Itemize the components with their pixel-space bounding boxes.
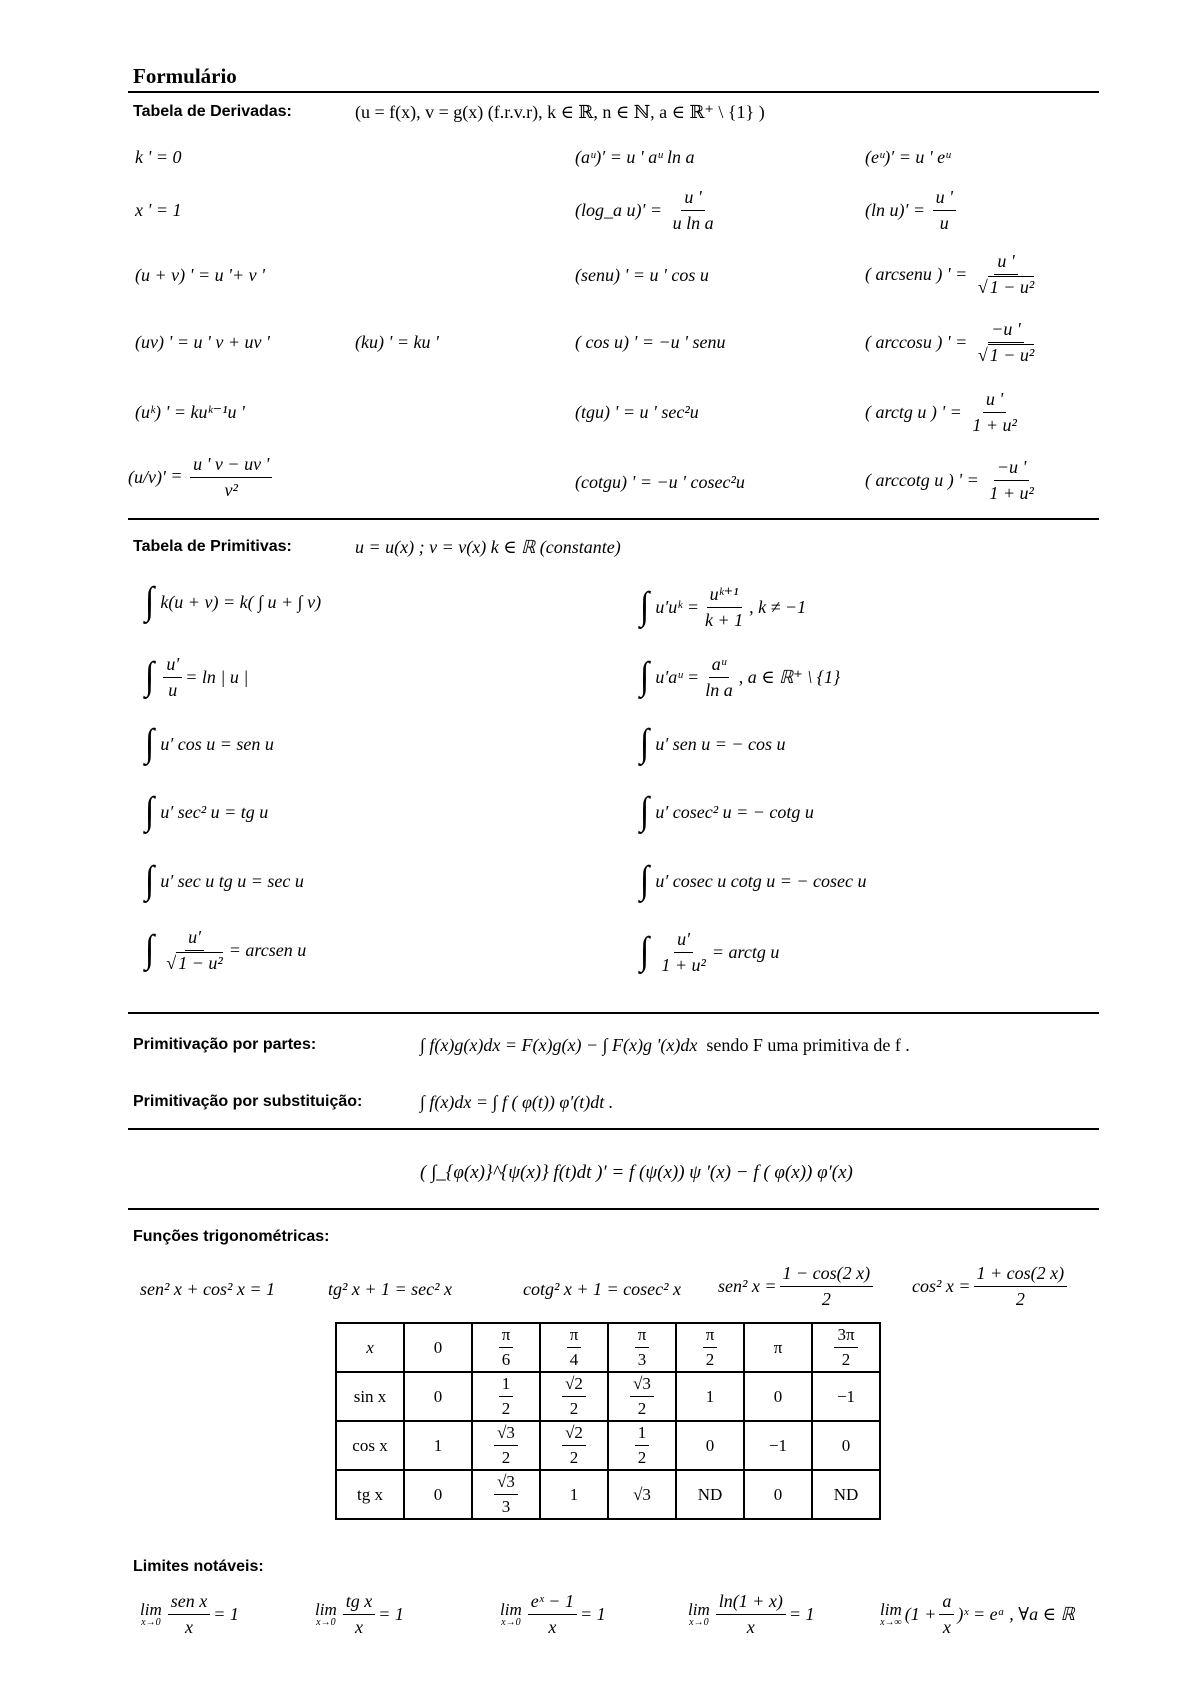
table-cell: 0 [404,1470,472,1519]
table-cell: −1 [744,1421,812,1470]
prim-left-3: ∫ u′ sec² u = tg u [145,790,269,833]
deriv-col1-1: x ' = 1 [135,200,182,220]
derivadas-label: Tabela de Derivadas: [133,103,292,120]
deriv-col3-4: ( arctg u ) ' = $\frac{u '}{\text{1 + u²}}$ [865,389,1017,435]
primitivas-header: u = u(x) ; v = v(x) k ∈ ℝ (constante) [355,537,621,557]
prim-right-3: ∫ u′ cosec² u = − cotg u [640,790,814,833]
table-cell [472,1323,540,1372]
primitivas-label: Tabela de Primitivas: [133,538,292,555]
table-cell [608,1372,676,1421]
limit-3: lim x→0 $\frac{\ln(1 + x)}{x}$ = 1 [688,1591,815,1637]
partes-label: Primitivação por partes: [133,1036,317,1053]
fraction [834,1326,857,1369]
deriv-col2-0: (aᵘ)′ = u ' aᵘ ln a [575,147,695,167]
table-cell [472,1421,540,1470]
denominator: 3 [501,1497,511,1516]
prim-right-4: ∫ u′ cosec u cotg u = − cosec u [640,859,867,902]
leibniz-formula: ( ∫_{φ(x)}^{ψ(x)} f(t)dt )′ = f (ψ(x)) ψ '(x) − f ( φ(x)) φ′(x) [420,1162,853,1183]
limit-2: lim x→0 $\frac{\text{eˣ − 1}}{x}$ = 1 [500,1591,606,1637]
prim-left-1: ∫ $\frac{u'}{u}$ = ln | u | [145,654,249,700]
denominator: 2 [569,1399,579,1418]
numerator: 3π [834,1326,857,1348]
numerator: 1 [635,1424,650,1446]
fraction [499,1375,514,1418]
trig-id-1: tg² x + 1 = sec² x [328,1279,453,1299]
denominator: 2 [637,1399,647,1418]
deriv-col3-0: (eᵘ)′ = u ' eᵘ [865,147,951,167]
table-cell: 0 [744,1372,812,1421]
prim-left-4: ∫ u′ sec u tg u = sec u [145,859,304,902]
substituicao-formula: ∫ f(x)dx = ∫ f ( φ(t)) φ′(t)dt . [420,1092,614,1112]
trig-id-0: sen² x + cos² x = 1 [140,1279,276,1299]
table-cell: 0 [404,1323,472,1372]
numerator: π [635,1326,650,1348]
fraction [635,1326,650,1369]
fraction [494,1424,518,1467]
deriv-ku: (ku) ' = ku ' [355,332,439,352]
divider [128,1128,1099,1130]
table-cell: 0 [676,1421,744,1470]
fraction [494,1473,518,1516]
table-cell: 0 [744,1470,812,1519]
table-cell: −1 [812,1372,880,1421]
table-cell: ND [676,1470,744,1519]
deriv-col1-4: (uᵏ) ' = kuᵏ⁻¹u ' [135,402,245,422]
table-cell [472,1470,540,1519]
table-cell: 1 [676,1372,744,1421]
denominator: 2 [501,1448,511,1467]
numerator: π [703,1326,718,1348]
numerator: π [499,1326,514,1348]
denominator: 2 [705,1350,715,1369]
denominator: 4 [569,1350,579,1369]
row-label: tg x [336,1470,404,1519]
numerator: √3 [494,1473,518,1495]
prim-right-2: ∫ u′ sen u = − cos u [640,722,786,765]
substituicao-label: Primitivação por substituição: [133,1093,363,1110]
table-cell: 1 [540,1470,608,1519]
table-cell [540,1323,608,1372]
trig-label: Funções trigonométricas: [133,1228,330,1245]
table-cell: π [744,1323,812,1372]
table-row [336,1470,880,1519]
table-cell: 1 [404,1421,472,1470]
table-cell: 0 [812,1421,880,1470]
limit-4: lim x→∞ (1 + $\frac{a}{x}$ )ˣ = eᵃ , ∀a ∈ ℝ [880,1591,1075,1637]
trig-values-table [335,1322,881,1520]
table-row [336,1372,880,1421]
prim-left-5: ∫ $\frac{u'}{\text{√ 1 − u²}}$ = arcsen u [145,927,307,973]
trig-id-2: cotg² x + 1 = cosec² x [523,1279,682,1299]
fraction [562,1375,586,1418]
quot-den: v² [224,479,238,500]
denominator: 3 [637,1350,647,1369]
quot-num: u ' v − uv ' [190,455,272,478]
table-cell [812,1323,880,1372]
table-cell: ND [812,1470,880,1519]
numerator: √3 [630,1375,654,1397]
numerator: √3 [494,1424,518,1446]
deriv-col3-3: ( arccosu ) ' = $\frac{-u '}{\text{√ 1 − u²}}$ [865,319,1035,365]
deriv-col1-2: (u + v) ' = u '+ v ' [135,265,265,285]
table-cell [676,1323,744,1372]
denominator: 2 [637,1448,647,1467]
deriv-col3-1: (ln u)′ = $\frac{u '}{u}$ [865,188,959,233]
table-cell: √3 [608,1470,676,1519]
row-label: x [336,1323,404,1372]
denominator: 2 [841,1350,851,1369]
fraction [499,1326,514,1369]
denominator: 2 [569,1448,579,1467]
row-label: sin x [336,1372,404,1421]
deriv-col1-3: (uv) ' = u ' v + uv ' [135,332,270,352]
table-cell: 0 [404,1372,472,1421]
table-cell [472,1372,540,1421]
row-label: cos x [336,1421,404,1470]
numerator: 1 [499,1375,514,1397]
limit-1: lim x→0 $\frac{\text{tg x}}{x}$ = 1 [315,1591,404,1637]
partes-formula: ∫ f(x)g(x)dx = F(x)g(x) − ∫ F(x)g '(x)dx sendo F uma primitiva de f . [420,1035,910,1055]
prim-left-0: ∫ k(u + v) = k( ∫ u + ∫ v) [145,580,322,623]
fraction [567,1326,582,1369]
numerator: √2 [562,1424,586,1446]
deriv-col2-1: (log_a u)′ = $\frac{u '}{\text{u ln a}}$ [575,187,714,233]
table-cell [540,1421,608,1470]
prim-left-2: ∫ u′ cos u = sen u [145,722,274,765]
prim-right-1: ∫ u′aᵘ = $\frac{\text{aᵘ}}{\text{ln a}}$ , a ∈ ℝ⁺ \ {1} [640,654,841,700]
trig-id-4: cos² x = $\frac{1 + \cos(2 x)}{2}$ [912,1264,1070,1309]
deriv-col2-4: (tgu) ' = u ' sec²u [575,402,699,422]
limit-0: lim x→0 $\frac{\text{sen x}}{x}$ = 1 [140,1591,239,1637]
fraction [562,1424,586,1467]
deriv-quotient: (u/v)′ = $\frac{u ' v - uv '}{\text{v²}}$ [128,455,275,500]
divider [128,91,1099,93]
trig-id-3: sen² x = $\frac{1 - \cos(2 x)}{2}$ [718,1264,876,1309]
deriv-col2-5: (cotgu) ' = −u ' cosec²u [575,472,745,492]
divider [128,1208,1099,1210]
denominator: 2 [501,1399,511,1418]
fraction [635,1424,650,1467]
limites-label: Limites notáveis: [133,1558,264,1575]
deriv-col3-5: ( arccotg u ) ' = $\frac{-u '}{\text{1 + u²}}$ [865,457,1034,503]
table-row [336,1421,880,1470]
derivadas-header: (u = f(x), v = g(x) (f.r.v.r), k ∈ ℝ, n ∈ ℕ, a ∈ ℝ⁺ \ {1} ) [355,102,765,122]
denominator: 6 [501,1350,511,1369]
prim-right-5: ∫ $\frac{u'}{\text{1 + u²}}$ = arctg u [640,929,780,975]
table-cell [540,1372,608,1421]
fraction [630,1375,654,1418]
deriv-col2-3: ( cos u) ' = −u ' senu [575,332,726,352]
numerator: √2 [562,1375,586,1397]
table-cell [608,1323,676,1372]
deriv-col3-2: ( arcsenu ) ' = $\frac{u '}{\text{√ 1 − u²}}$ [865,251,1035,297]
table-cell [608,1421,676,1470]
quot-lhs: (u/v)′ [128,467,166,488]
prim-right-0: ∫ u′uᵏ = $\frac{\text{uᵏ⁺¹}}{k + 1}$ , k ≠ −1 [640,584,807,630]
numerator: π [567,1326,582,1348]
divider [128,1012,1099,1014]
fraction [703,1326,718,1369]
table-row [336,1323,880,1372]
deriv-col1-0: k ' = 0 [135,147,182,167]
divider [128,518,1099,520]
page-title: Formulário [133,64,237,88]
deriv-col2-2: (senu) ' = u ' cos u [575,265,709,285]
